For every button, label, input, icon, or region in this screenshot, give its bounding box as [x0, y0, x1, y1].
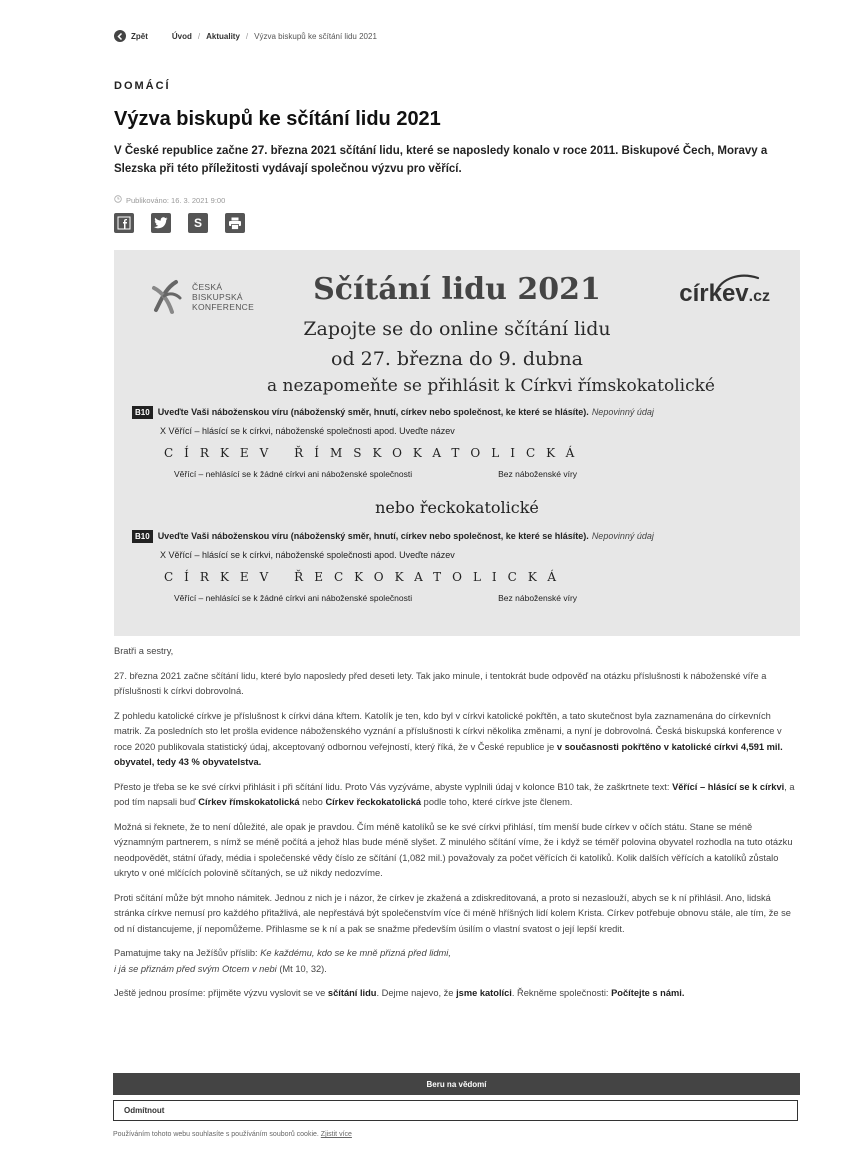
greeting: Bratři a sestry,: [114, 646, 174, 656]
share-buttons: [114, 213, 800, 233]
p3-text-c: nebo: [299, 797, 326, 807]
p3-text-a: Přesto je třeba se ke své církvi přihlásit i při sčítání lidu. Proto Vás vyzýváme, abyste vyplnili údaj v kolonce B10 tak, že zaškrtnete text:: [114, 781, 673, 792]
p6-text: Pamatujme taky na Ježíšův příslib:: [114, 948, 261, 958]
check-mark: X: [160, 550, 167, 560]
p3-text-b: , a pod tím napsali buď: [114, 781, 795, 807]
poster-line-2: od 27. března do 9. dubna: [331, 348, 583, 370]
twitter-icon: [154, 217, 168, 229]
cookie-note: [113, 1131, 352, 1138]
cookie-more-link[interactable]: Zjistit více: [320, 1131, 352, 1138]
p3-bold-1: Věřící – hlásící se k církvi: [672, 781, 785, 792]
believer-member-text: Věřící – hlásící se k církvi, náboženské společnosti apod. Uveďte název: [168, 426, 455, 436]
print-icon: [228, 217, 242, 230]
question-text: Uveďte Vaši náboženskou víru (náboženský směr, hnutí, církev nebo společnost, ke které se hlásíte).: [157, 407, 589, 417]
form-question: [132, 406, 794, 419]
bible-quote-1: Ke každému, kdo se ke mně přizná před lidmi,: [260, 948, 451, 958]
facebook-share-button[interactable]: [114, 213, 134, 233]
cookie-accept-button[interactable]: Beru na vědomí: [113, 1073, 800, 1095]
cbk-line: KONFERENCE: [192, 302, 255, 312]
poster-or-line: nebo řeckokatolické: [375, 498, 539, 517]
b10-label: B10: [132, 406, 153, 419]
p7-text-c: . Řekněme společnosti:: [511, 988, 612, 998]
chevron-left-icon: [114, 30, 126, 42]
paragraph-2-text: Z pohledu katolické církve je příslušnost k církvi dána křtem. Katolík je ten, kdo byl v církvi katolické pokřtěn, a tato skutečnost byla zaznamenána do církevních matrik. Za posledních sto let prošla evidence náboženského vyznání a příslušnosti k církvi několika změnami, a nyní je dobrovolná. Česká biskupská konference v roce 2020 publikovala statistický údaj, akceptovaný odbornou veřejností, který říká, že v České republice je: [114, 710, 782, 752]
optional-note: Nepovinný údaj: [591, 407, 654, 417]
p7-text-b: . Dejme najevo, že: [376, 988, 457, 998]
cirkev-cz-logo: [679, 280, 770, 308]
clock-icon: [114, 195, 122, 205]
logo-suffix-text: .cz: [748, 288, 770, 305]
p7-bold-1: sčítání lidu: [327, 988, 377, 998]
census-poster: [114, 250, 800, 636]
poster-title: Sčítání lidu 2021: [313, 272, 601, 307]
logo-main-text: církev: [679, 280, 749, 307]
bible-quote-2: i já se přiznám před svým Otcem v nebi: [114, 963, 277, 974]
p7-text-a: Ještě jednou prosíme: přijměte výzvu vyslovit se ve: [114, 988, 328, 998]
article-body: [114, 644, 800, 1011]
believer-member-text: Věřící – hlásící se k církvi, náboženské společnosti apod. Uveďte název: [168, 550, 455, 560]
article-category[interactable]: DOMÁCÍ: [114, 80, 171, 92]
other-options: [132, 593, 794, 603]
cookie-decline-button[interactable]: Odmítnout: [113, 1100, 798, 1121]
paragraph-6: [114, 946, 800, 977]
p3-bold-2: Církev římskokatolická: [198, 797, 300, 807]
back-label: Zpět: [131, 31, 148, 41]
form-question: [132, 530, 794, 543]
publish-date-text: Publikováno: 16. 3. 2021 9:00: [126, 195, 226, 205]
svg-text:S: S: [193, 216, 203, 230]
cbk-line: ČESKÁ: [192, 282, 223, 292]
breadcrumb-section[interactable]: Aktuality: [206, 31, 240, 41]
twitter-share-button[interactable]: [151, 213, 171, 233]
no-religion-text: Bez náboženské víry: [498, 469, 578, 479]
publish-date: [114, 195, 800, 205]
poster-line-3: a nezapomeňte se přihlásit k Církvi římskokatolické: [267, 376, 715, 396]
baptized-stat: v současnosti pokřtěno v katolické církvi 4,591 mil. obyvatel, tedy 43 % obyvatelstva.: [114, 741, 783, 767]
paragraph-4: Možná si řeknete, že to není důležité, ale opak je pravdou. Čím méně katolíků se ke své církvi přihlásí, tím menší bude církev v očích státu. Stane se méně významným partnerem, s nímž se méně počítá a jehož hlas bude méně slyšet. Z minulého sčítání víme, že i když se téměř polovina obyvatel rozhodla na tuto otázku neodpovědět, státní úřady, média i společenské vědy číslo ze sčítání (1,082 mil.) považovaly za počet věřících či katolíků. Kolik dalších věřících a katolíků zůstalo ukryto v oné mlčících polovině sčítaných, se už nikdy nedozvíme.: [114, 821, 793, 878]
p7-bold-2: jsme katolíci: [456, 988, 512, 998]
no-religion-text: Bez náboženské víry: [498, 593, 578, 603]
paragraph-5: Proti sčítání může být mnoho námitek. Jednou z nich je i názor, že církev je zkažená a zdiskreditovaná, a proto si nezaslouží, abych se k ní přihlásil. Ano, lidská stránka církve nemusí pro každého přitažlivá, ale nepřestává být společenstvím více či méně hříšných lidí kolem Krista. Církev potřebuje obnovu stále, ale tím, že se od ní distancujeme, jí nepomůžeme. Přihlasme se k ní a pak se snažme především úsilím o vlastní svatost o její lepší kredit.: [114, 892, 791, 934]
print-button[interactable]: [225, 213, 245, 233]
bible-reference: (Mt 10, 32).: [276, 963, 327, 974]
question-text: Uveďte Vaši náboženskou víru (náboženský směr, hnutí, církev nebo společnost, ke které se hlásíte).: [157, 531, 589, 541]
census-form-sample-1: [132, 406, 794, 486]
breadcrumb-current: Výzva biskupů ke sčítání lidu 2021: [254, 31, 377, 41]
breadcrumb-separator: /: [245, 31, 249, 41]
paragraph-2: [114, 709, 800, 771]
p3-bold-3: Církev řeckokatolická: [325, 797, 422, 807]
poster-line-1: Zapojte se do online sčítání lidu: [303, 318, 611, 340]
believer-member-option: [132, 426, 794, 436]
page-title: Výzva biskupů ke sčítání lidu 2021: [114, 108, 441, 130]
back-button[interactable]: [114, 30, 148, 42]
believer-nonmember-text: Věřící – nehlásící se k žádné církvi ani náboženské společnosti: [174, 593, 413, 603]
skype-icon: [191, 216, 205, 230]
believer-nonmember-text: Věřící – nehlásící se k žádné církvi ani náboženské společnosti: [174, 469, 413, 479]
paragraph-7: [114, 986, 800, 1002]
skype-share-button[interactable]: [188, 213, 208, 233]
p7-bold-3: Počítejte s námi.: [611, 988, 685, 998]
p3-text-d: podle toho, které církve jste členem.: [421, 797, 573, 807]
church-name-greek: CÍRKEV ŘECKOKATOLICKÁ: [164, 570, 567, 584]
optional-note: Nepovinný údaj: [591, 531, 654, 541]
b10-label: B10: [132, 530, 153, 543]
census-form-sample-2: [132, 530, 794, 612]
church-name-roman: CÍRKEV ŘÍMSKOKATOLICKÁ: [164, 446, 586, 460]
article-perex: V České republice začne 27. března 2021 sčítání lidu, které se naposledy konalo v roce 2011. Biskupové Čech, Moravy a Slezska při této příležitosti vydávají společnou výzvu pro věřící.: [114, 145, 768, 175]
check-mark: X: [160, 426, 167, 436]
breadcrumb-separator: /: [197, 31, 201, 41]
breadcrumb: [114, 28, 800, 44]
breadcrumb-home[interactable]: Úvod: [171, 31, 192, 41]
cbk-line: BISKUPSKÁ: [192, 292, 243, 302]
other-options: [132, 469, 794, 479]
paragraph-3: [114, 780, 800, 811]
cookie-note-text: Používáním tohoto webu souhlasíte s používáním souborů cookie.: [113, 1131, 319, 1138]
believer-member-option: [132, 550, 794, 560]
paragraph-1: 27. března 2021 začne sčítání lidu, které bylo naposledy před deseti lety. Tak jako minule, i tentokrát bude odpověď na otázku příslušnosti k náboženské víře a příslušnosti k církvi dobrovolná.: [114, 670, 767, 696]
facebook-icon: [117, 216, 131, 230]
